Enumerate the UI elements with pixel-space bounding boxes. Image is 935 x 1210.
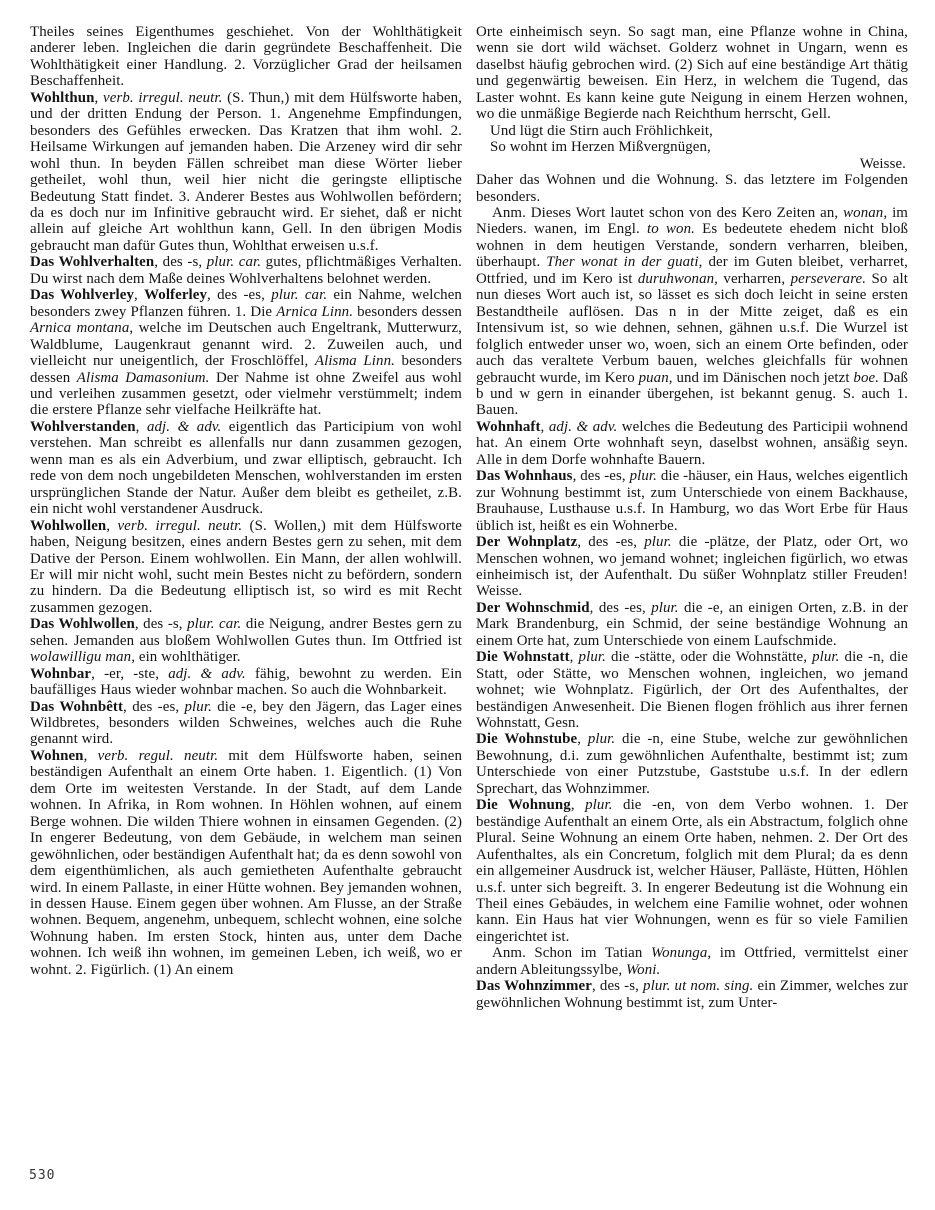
entry-wohnzimmer	[476, 978, 908, 1011]
right-column	[476, 24, 908, 1011]
italic-run: plur. car.	[206, 254, 262, 271]
text-run: ,	[570, 797, 586, 814]
italic-run: perseverare.	[790, 270, 867, 287]
text-run: ,	[135, 418, 147, 435]
text-run: die -stätte, oder die Wohnstätte,	[605, 649, 813, 666]
text-run: besonders dessen	[30, 353, 462, 386]
para-wohlthaetigkeit-continuation	[30, 24, 462, 90]
italic-run: verb. irregul. neutr.	[117, 517, 243, 534]
italic-run: puan,	[638, 369, 673, 386]
italic-run: plur. car.	[187, 616, 242, 633]
italic-run: Arnica montana,	[30, 320, 134, 337]
italic-run: adj. & adv.	[146, 418, 222, 435]
text-run: , des -es,	[123, 698, 185, 715]
headword: Wolferley	[144, 287, 208, 304]
entry-wohnen	[30, 748, 462, 978]
text-columns	[30, 24, 908, 1011]
headword: Die Wohnung	[476, 797, 571, 814]
italic-run: plur. ut nom. sing.	[643, 978, 754, 995]
headword: Wohlwollen	[30, 517, 107, 534]
entry-wohnbar	[30, 666, 462, 699]
italic-run: plur.	[184, 698, 212, 715]
entry-wohnplatz	[476, 534, 908, 600]
text-run: So alt nun dieses Wort auch ist, so lässet es sich doch leicht in seine ersten Bestandtheile auflösen. Das n in der Mitte zeiget, daß es ein Intensivum ist, so wie dehnen, sehnen, gähnen u.s.f. Die Wurzel ist folglich entweder unser wo, woen, sich an einem Orte befinden, oder auch das veraltete Verbum bauen, welches gleichfalls für wohnen gebraucht wurde, im Kero	[476, 270, 908, 386]
headword: Wohnen	[30, 747, 84, 764]
text-run: im Ottfried, vermittelst einer andern Ableitungssylbe,	[476, 945, 909, 978]
text-run: , des -s,	[134, 616, 188, 633]
text-run: fähig, bewohnt zu werden. Ein baufälliges Haus wieder wohnbar machen. So auch die Wohnbarkeit.	[30, 665, 462, 699]
italic-run: plur.	[812, 649, 840, 666]
entry-wohnhaft	[476, 419, 908, 468]
para-wohnen-continuation	[476, 24, 908, 123]
text-run: welches die Bedeutung des Participii wohnend hat. An einem Orte wohnhaft seyn, daselbst wohnen, ansäßig seyn. Alle in dem Dorfe wohnhafte Bauern.	[476, 418, 908, 468]
headword: Das Wohnbêtt	[30, 698, 124, 715]
verse-attribution	[476, 156, 908, 172]
text-run: die -n, die Statt, oder Stätte, wo Menschen wohnen, ingleichen, wo jemand wohnet; wie Wohnplatz. Figürlich, der Ort des Aufenthaltes, der beständigen Anwesenheit. Die Bienen flogen fröhlich aus ihrer fernen Wohnstatt, Gesn.	[476, 649, 908, 732]
headword: Wohlthun	[30, 89, 95, 106]
text-run: gutes, pflichtmäßiges Verhalten. Du wirst nach dem Maße deines Wohlverhaltens belohnet werden.	[30, 254, 463, 287]
text-run: die Neigung, andrer Bestes gern zu sehen. Jemanden aus bloßem Wohlwollen Gutes thun. Im Ottfried ist	[30, 616, 462, 649]
italic-run: Arnica Linn.	[276, 303, 354, 320]
italic-run: verb. regul. neutr.	[97, 747, 219, 764]
para-daher	[476, 172, 908, 205]
text-run: Orte einheimisch seyn. So sagt man, eine Pflanze wohne in China, wenn sie dort wild wächset. Golderz wohnet in Ungarn, wenn es daselbst häufig gebrochen wird. (2) Sich auf eine beständige Art thätig und gegenwärtig beweisen. Ein Herz, in welchem die Tugend, das Laster wohnt. Es kann keine gute Neigung in einem Herzen wohnen, wo die unmäßige Begierde nach Reichthum herrscht, Gell.	[476, 24, 908, 123]
entry-wohlverhalten	[30, 254, 462, 287]
entry-wohnbett	[30, 699, 462, 748]
headword: Das Wohlverhalten	[30, 254, 155, 271]
text-run: ,	[106, 517, 118, 534]
italic-run: boe.	[853, 369, 880, 386]
text-run: der im Guten bleibet, verharret, Ottfried, und im Kero ist	[476, 254, 909, 287]
text-run: und im Dänischen noch jetzt	[672, 369, 854, 386]
headword: Wohnhaft	[476, 418, 541, 435]
text-run: die -en, von dem Verbo wohnen. 1. Der beständige Aufenthalt an einem Orte, als ein Abstractum, folglich ohne Plural. Seine Wohnung an einem Orte haben, nehmen. 2. Der Ort des Aufenthaltes, als ein Concretum, folglich mit dem Plural; da es denn ein allgemeiner Ausdruck ist, welcher Häuser, Palläste, Hütten, Höhlen u.s.f. unter sich begreift. 3. In engerer Bedeutung ist die Wohnung ein Theil eines Gebäudes, in welchem eine Familie wohnet, oder wohnen kann. Ein Haus hat vier Wohnungen, wenn es für so viele Familien eingerichtet ist.	[476, 797, 908, 945]
text-run: die -e, bey den Jägern, das Lager eines Wildbretes, besonders wilden Schweines, welches auch die Ruhe genannt wird.	[30, 698, 462, 748]
italic-run: plur.	[651, 599, 679, 616]
text-run: ein Nahme, welchen besonders zwey Pflanzen führen. 1. Die	[30, 287, 462, 320]
italic-run: to won.	[647, 221, 695, 238]
text-run: (S. Thun,) mit dem Hülfsworte haben, und der dritten Endung der Person. 1. Angenehme Empfindungen, besonders des Gefühles erwecken. Das Kratzen that ihm wohl. 2. Heilsame Wirkungen auf jemanden haben. Die Arzeney wird dir sehr wohl thun. In beyden Fällen schreibet man diese Wörter lieber getheilet, wohl thun, weil hier nicht die geringste elliptische Bedeutung Statt findet. 3. Anderer Bestes aus Wohlwollen befördern; da es doch nur im Infinitive gebraucht wird. Er siehet, daß er nicht allein auf gleiche Art wohlthun kann, Gell. In den übrigen Modis gebraucht man dafür Gutes thun, Wohlthat erweisen u.s.f.	[30, 89, 463, 254]
text-run: , -er, -ste,	[91, 665, 169, 682]
text-run: die -e, an einigen Orten, z.B. in der Mark Brandenburg, ein Schmid, der seine beständige Wohnung an einem Orte hat, zum Unterschiede von einem Laufschmide.	[476, 599, 908, 649]
text-run: ,	[577, 731, 588, 748]
text-run: , des -es,	[577, 534, 645, 551]
italic-run: Wonunga,	[650, 945, 712, 962]
text-run: So wohnt im Herzen Mißvergnügen,	[490, 139, 711, 156]
text-run: ,	[94, 89, 104, 106]
entry-wohlthun	[30, 90, 462, 255]
headword: Wohlverstanden	[30, 418, 136, 435]
headword: Das Wohlwollen	[30, 616, 135, 633]
headword: Wohnbar	[30, 665, 92, 682]
text-run: ,	[83, 747, 98, 764]
text-run: mit dem Hülfsworte haben, seinen beständigen Aufenthalt an einem Orte haben. 1. Eigentlich. (1) Von dem Orte im weitesten Verstande. In der Stadt, auf dem Lande wohnen. In Afrika, in Rom wohnen. In Höhlen wohnen, auf einem Berge wohnen. Die wilden Thiere wohnen in einsamen Gegenden. (2) In engerer Bedeutung, von dem Gebäude, in welchem man seinen gewöhnlichen, oder beständigen Aufenthalt hat; da es denn sowohl von dem eigenthümlichen, als auch gemietheten Aufenthalte gebraucht wird. In einem Pallaste, in einer Hütte wohnen. Bey jemanden wohnen, in dessen Hause. Einem gegen über wohnen. Am Flusse, an der Straße wohnen. Bequem, angenehm, unbequem, schlecht wohnen, eine solche Wohnung haben. Im ersten Stock, hinten aus, unter dem Dache wohnen. Ich weiß ihn wohnen, im gemeinen Leben, ich weiß, wo er wohnt. 2. Figürlich. (1) An einem	[30, 747, 462, 978]
italic-run: plur.	[578, 649, 606, 666]
entry-wohlwollen-noun	[30, 616, 462, 665]
text-run: ein wohlthätiger.	[135, 649, 241, 666]
text-run: eigentlich das Participium von wohl verstehen. Man schreibt es allenfalls nur dann zusammen gezogen, wenn man es als ein Adverbium, und zwar elliptisch, gebraucht. Ich rede von dem noch ungebildeten Menschen, wohlverstanden im ersten ursprünglichen Stande der Natur. Außer dem bleibt es getheilet, z.B. ein nicht wohl verstandener Ausdruck.	[30, 418, 462, 518]
text-run: die -häuser, ein Haus, welches eigentlich zur Wohnung bestimmt ist, zum Unterschiede von einem Backhause, Brauhause, Lusthause u.s.f. In Hamburg, wo das Wort Erbe für Haus üblich ist, heißt es ein Wohnerbe.	[476, 468, 908, 534]
italic-run: adj. & adv.	[168, 665, 246, 682]
text-run: , des -es,	[207, 287, 272, 304]
text-run: Der Nahme ist ohne Zweifel aus wohl und verleihen zusammen gesetzt, oder vielmehr verstümmelt; indem die erstere Pflanze sehr vielfache Heilkräfte hat.	[30, 369, 462, 419]
headword: Der Wohnschmid	[476, 599, 590, 616]
text-run: die -plätze, der Platz, oder Ort, wo Menschen wohnen, wo jemand wohnet; ingleichen figürlich, wo etwas einheimisch ist, der Aufenthalt. Du süßer Wohnplatz stiller Freuden! Weisse.	[476, 534, 908, 600]
text-run: ,	[540, 418, 549, 435]
headword: Die Wohnstatt	[476, 649, 570, 666]
text-run: welche im Deutschen auch Engeltrank, Mutterwurz, Waldblume, Laugenkraut genannt wird. 2. Zuweilen auch, und vielleicht nur uneigentlich, der Froschlöffel,	[30, 320, 462, 370]
text-run: Es bedeutete ehedem nicht bloß wohnen in dem heutigen Verstande, sondern verharren, bleiben, überhaupt.	[476, 221, 908, 271]
headword: Das Wohlverley	[30, 287, 135, 304]
headword: Der Wohnplatz	[476, 534, 578, 551]
text-run: Anm. Schon im Tatian	[492, 945, 651, 962]
italic-run: Ther wonat in der guati,	[546, 254, 703, 271]
italic-run: Alisma Linn.	[314, 353, 395, 370]
entry-wohnstatt	[476, 649, 908, 731]
left-column	[30, 24, 462, 1011]
italic-run: Alisma Damasonium.	[76, 369, 210, 386]
text-run: besonders dessen	[353, 303, 462, 320]
italic-run: adj. & adv.	[548, 418, 618, 435]
italic-run: plur. car.	[271, 287, 328, 304]
text-run: die -n, eine Stube, welche zur gewöhnlichen Bewohnung, d.i. zum gewöhnlichen Aufenthalte, bestimmt ist; zum Unterschiede von einer Putzstube, Gaststube u.s.f. In der edlern Sprechart, das Wohnzimmer.	[476, 731, 908, 797]
text-run: (S. Wollen,) mit dem Hülfsworte haben, Neigung besitzen, eines andern Bestes gern zu sehen, mit dem Dative der Person. Einem wohlwollen. Ein Mann, der allen wohlwill. Er will mir nicht wohl, sucht mein Bestes nicht zu befördern, sondern zu hindern. Da die Bedeutung elliptisch ist, so wird es mit Recht zusammen gezogen.	[30, 517, 463, 616]
italic-run: wolawilligu man,	[30, 649, 136, 666]
headword: Das Wohnhaus	[476, 468, 573, 485]
text-run: Anm. Dieses Wort lautet schon von des Kero Zeiten an,	[492, 204, 844, 221]
italic-run: wonan,	[843, 204, 888, 221]
italic-run: verb. irregul. neutr.	[103, 89, 223, 106]
verse-line-2	[476, 139, 908, 155]
text-run: Und lügt die Stirn auch Fröhlichkeit,	[490, 122, 713, 139]
italic-run: plur.	[585, 797, 613, 814]
text-run: ,	[134, 287, 145, 304]
para-anmerkung-wohnen	[476, 205, 908, 419]
entry-wohnstube	[476, 731, 908, 797]
italic-run: Woni.	[626, 961, 661, 978]
para-anmerkung-wohnung	[476, 945, 908, 978]
text-run: , des -s,	[154, 254, 207, 271]
text-run: , des -es,	[572, 468, 630, 485]
text-run: Daß b und w gern in einander übergehen, ist bekannt genug. S. auch 1. Bauen.	[476, 369, 908, 419]
text-run: , des -es,	[589, 599, 652, 616]
entry-wohlverstanden	[30, 419, 462, 518]
entry-wohnung	[476, 797, 908, 945]
text-run: verharren,	[718, 270, 791, 287]
entry-wohlwollen-verb	[30, 518, 462, 617]
text-run: Theiles seines Eigenthumes geschiehet. Von der Wohlthätigkeit anderer leben. Ingleichen die darin gegründete Beschaffenheit. Die Wohlthätigkeit einer Handlung. 2. Vorzüglicher Grad der heilsamen Beschaffenheit.	[30, 24, 462, 90]
italic-run: plur.	[644, 534, 672, 551]
page-number: 530	[29, 1168, 56, 1183]
text-run: im Nieders. wanen, im Engl.	[476, 204, 908, 238]
verse-line-1	[476, 123, 908, 139]
text-run: Daher das Wohnen und die Wohnung. S. das letztere im Folgenden besonders.	[476, 172, 908, 205]
italic-run: plur.	[587, 731, 616, 748]
text-run: , des -s,	[591, 978, 644, 995]
italic-run: plur.	[629, 468, 657, 485]
headword: Das Wohnzimmer	[476, 978, 592, 995]
entry-wohlverley	[30, 287, 462, 419]
text-run: ,	[569, 649, 579, 666]
entry-wohnhaus	[476, 468, 908, 534]
entry-wohnschmid	[476, 600, 908, 649]
italic-run: duruhwonan,	[637, 270, 718, 287]
headword: Die Wohnstube	[476, 731, 578, 748]
text-run: Weisse.	[859, 155, 906, 172]
text-run: ein Zimmer, welches zur gewöhnlichen Wohnung bestimmt ist, zum Unter-	[476, 978, 909, 1011]
